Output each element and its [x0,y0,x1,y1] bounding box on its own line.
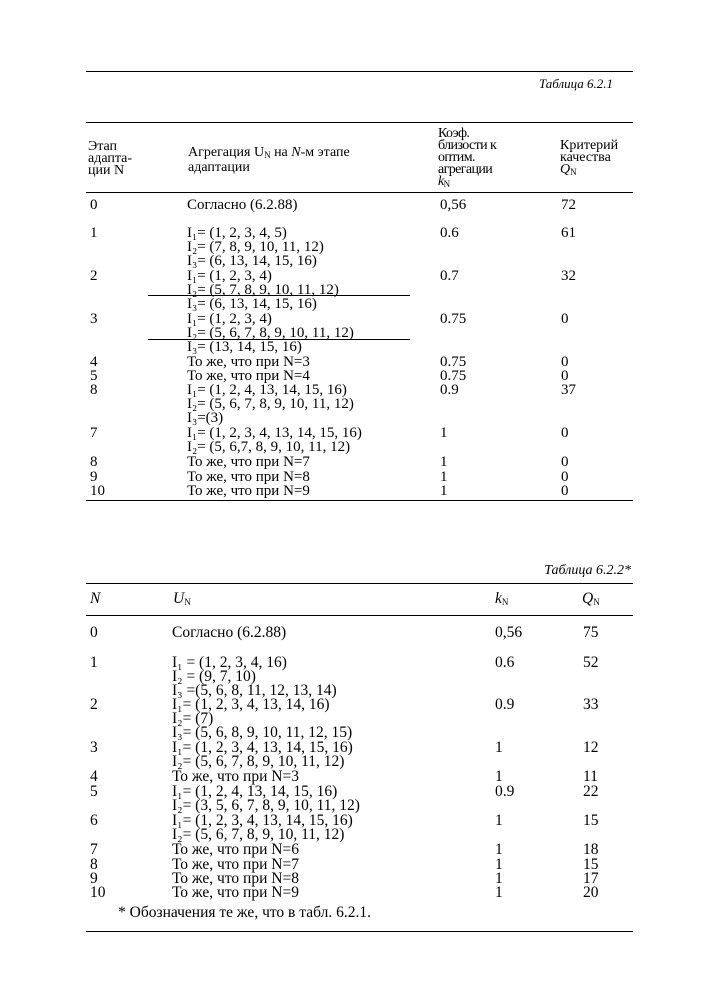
row-criterion: 20 [583,884,599,901]
row-coefficient: 1 [495,768,503,785]
row-number: 7 [90,841,98,858]
table1-sub-rule [148,295,410,296]
row-aggregation: I₁= (1, 2, 3, 4, 13, 14, 15, 16) [172,739,353,756]
row-number: 1 [90,225,98,241]
table2-header-k: $k_N$ [495,590,509,607]
row-criterion: 22 [583,783,599,800]
row-criterion: 17 [583,870,599,887]
row-criterion: 32 [561,268,576,284]
table1-header-stage [88,141,158,177]
row-criterion: 72 [561,197,576,213]
row-number: 0 [90,624,98,641]
row-number: 5 [90,368,98,384]
row-aggregation: То же, что при N=9 [187,483,310,499]
row-aggregation: I₂= (3, 5, 6, 7, 8, 9, 10, 11, 12) [172,797,360,814]
row-coefficient: 1 [440,483,448,499]
row-aggregation: I₃= (6, 13, 14, 15, 16) [187,296,317,312]
row-aggregation: I₂= (5, 7, 8, 9, 10, 11, 12) [187,282,339,298]
row-number: 5 [90,783,98,800]
row-number: 3 [90,311,98,327]
table1-header-coef: Коэф. близости к оптим. агрегации $k_N$ [438,126,497,189]
table1-header-criterion: Критерий качества $Q_N$ [560,138,619,177]
row-aggregation: I₃ =(5, 6, 8, 11, 12, 13, 14) [172,682,337,699]
row-coefficient: 1 [495,841,503,858]
row-criterion: 0 [561,469,569,485]
row-aggregation: I₁ = (1, 2, 3, 4, 16) [172,654,287,671]
row-aggregation: То же, что при N=6 [172,841,299,858]
row-aggregation: То же, что при N=8 [187,469,310,485]
row-criterion: 12 [583,739,599,756]
table1-header-aggregation: Агрегация $U_N$ на N-м этапе адаптации [188,145,350,175]
table2-footnote: * Обозначения те же, что в табл. 6.2.1. [118,904,371,921]
row-aggregation: I₁= (1, 2, 3, 4, 5) [187,225,287,241]
row-criterion: 15 [583,856,599,873]
row-coefficient: 1 [440,469,448,485]
row-aggregation: I₃= (13, 14, 15, 16) [187,339,302,355]
row-aggregation: То же, что при N=8 [172,870,299,887]
row-number: 6 [90,812,98,829]
row-criterion: 11 [583,768,598,785]
row-number: 10 [90,483,105,499]
row-coefficient: 1 [495,856,503,873]
row-criterion: 18 [583,841,599,858]
row-coefficient: 0.9 [495,696,515,713]
header-stage-line: адапта- [88,151,133,166]
row-aggregation: I₂= (5, 6, 7, 8, 9, 10, 11, 12) [172,826,345,843]
row-criterion: 0 [561,311,569,327]
row-aggregation: I₁= (1, 2, 3, 4) [187,311,272,327]
row-aggregation: То же, что при N=3 [187,354,310,370]
row-coefficient: 0.9 [495,783,515,800]
row-number: 8 [90,856,98,873]
table2-header-q: $Q_N$ [582,590,600,607]
row-criterion: 37 [561,382,576,398]
row-criterion: 0 [561,354,569,370]
row-criterion: 0 [561,454,569,470]
table2-bottom-rule [86,931,633,932]
row-coefficient: 0.6 [440,225,459,241]
table2-header-n: N [90,590,101,607]
row-coefficient: 0.9 [440,382,459,398]
row-criterion: 52 [583,654,599,671]
table2-top-rule [86,583,633,584]
row-coefficient: 0.75 [440,368,467,384]
row-coefficient: 1 [440,454,448,470]
row-number: 4 [90,354,98,370]
table2-header-u: $U_N$ [173,590,191,607]
header-stage-line: Этап [88,139,118,154]
row-criterion: 61 [561,225,576,241]
row-aggregation: То же, что при N=9 [172,884,299,901]
row-coefficient: 0,56 [495,624,523,641]
table1-header-bottom-rule [86,192,633,193]
row-coefficient: 0.75 [440,311,467,327]
row-number: 8 [90,382,98,398]
row-aggregation: I₂= (5, 6, 7, 8, 9, 10, 11, 12) [187,396,354,412]
row-number: 9 [90,469,98,485]
row-aggregation: I₃=(3) [187,410,224,426]
row-aggregation: То же, что при N=3 [172,768,299,785]
row-aggregation: I₂= (7) [172,710,214,727]
row-criterion: 0 [561,368,569,384]
row-aggregation: То же, что при N=7 [172,856,299,873]
table1-top-rule [86,71,633,72]
row-aggregation: То же, что при N=7 [187,454,310,470]
row-criterion: 0 [561,425,569,441]
row-aggregation: I₁= (1, 2, 3, 4, 13, 14, 16) [172,696,330,713]
row-aggregation: I₂ = (9, 7, 10) [172,668,256,685]
table1-header-top-rule [86,122,633,123]
row-number: 3 [90,739,98,756]
row-aggregation: I₁= (1, 2, 3, 4, 13, 14, 15, 16) [187,425,362,441]
table1-caption: Таблица 6.2.1 [538,76,613,91]
row-aggregation: I₂= (5, 6, 7, 8, 9, 10, 11, 12) [187,325,354,341]
table1-sub-rule [148,339,410,340]
row-criterion: 0 [561,483,569,499]
header-stage-line: ции N [88,163,125,178]
row-number: 9 [90,870,98,887]
row-criterion: 33 [583,696,599,713]
row-coefficient: 0.7 [440,268,459,284]
table2-caption: Таблица 6.2.2* [544,563,631,578]
row-coefficient: 1 [495,884,503,901]
table1-bottom-rule [86,500,633,501]
table2-header-bottom-rule [86,615,633,616]
row-criterion: 75 [583,624,599,641]
row-number: 1 [90,654,98,671]
row-aggregation: I₂= (7, 8, 9, 10, 11, 12) [187,239,324,255]
row-criterion: 15 [583,812,599,829]
row-number: 8 [90,454,98,470]
row-number: 10 [90,884,106,901]
row-coefficient: 1 [495,870,503,887]
row-aggregation: То же, что при N=4 [187,368,310,384]
row-number: 0 [90,197,98,213]
row-number: 7 [90,425,98,441]
row-number: 2 [90,268,98,284]
row-coefficient: 0.75 [440,354,467,370]
row-aggregation: Согласно (6.2.88) [187,197,298,213]
row-aggregation: I₁= (1, 2, 4, 13, 14, 15, 16) [187,382,347,398]
row-number: 2 [90,696,98,713]
row-aggregation: I₂= (5, 6,7, 8, 9, 10, 11, 12) [187,439,351,455]
row-aggregation: I₁= (1, 2, 4, 13, 14, 15, 16) [172,783,338,800]
row-coefficient: 1 [440,425,448,441]
row-aggregation: I₁= (1, 2, 3, 4) [187,268,272,284]
row-coefficient: 0.6 [495,654,515,671]
row-coefficient: 0,56 [440,197,467,213]
row-aggregation: I₂= (5, 6, 7, 8, 9, 10, 11, 12) [172,753,345,770]
row-coefficient: 1 [495,812,503,829]
row-aggregation: Согласно (6.2.88) [172,624,287,641]
row-aggregation: I₃= (6, 13, 14, 15, 16) [187,253,317,269]
row-coefficient: 1 [495,739,503,756]
row-aggregation: I₁= (1, 2, 3, 4, 13, 14, 15, 16) [172,812,353,829]
row-number: 4 [90,768,98,785]
row-aggregation: I₃= (5, 6, 8, 9, 10, 11, 12, 15) [172,724,353,741]
